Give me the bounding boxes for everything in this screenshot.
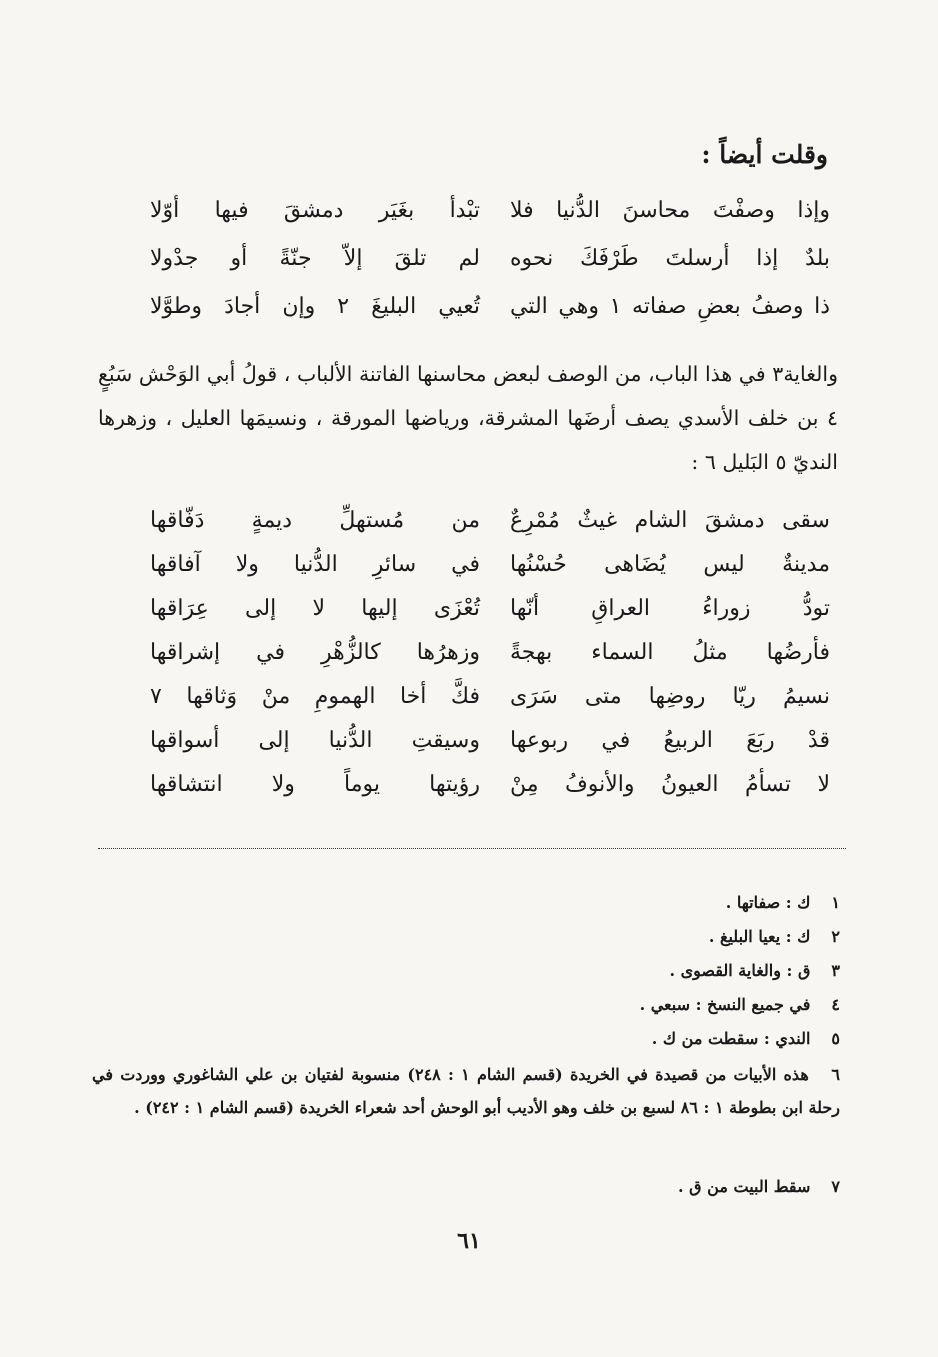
footnote-divider xyxy=(98,848,846,849)
verse-first-hemistich: مدينةٌ ليس يُضَاهى حُسْنُها xyxy=(510,552,830,577)
verse-first-hemistich: لا تسأمُ العيونُ والأنوفُ مِنْ xyxy=(510,772,830,797)
verse-first-hemistich: فأرضُها مثلُ السماء بهجةً xyxy=(510,640,830,665)
footnote-number: ٥ xyxy=(831,1029,840,1048)
poem2-verse xyxy=(150,684,830,722)
verse-second-hemistich: تُعيي البليغَ ٢ وإن أجادَ وطوَّلا xyxy=(150,294,480,319)
verse-second-hemistich: وسيقتِ الدُّنيا إلى أسواقها xyxy=(150,728,480,753)
poem1-verse xyxy=(150,294,830,332)
page-number: ٦١ xyxy=(457,1228,481,1254)
verse-second-hemistich: لم تلقَ إلاّ جنّةً أو جدْولا xyxy=(150,246,480,271)
verse-first-hemistich: قدْ ربَعَ الربيعُ في ربوعها xyxy=(510,728,830,753)
footnote-number: ٦ xyxy=(831,1065,841,1084)
verse-second-hemistich: تبْدأ بغَيَر دمشقَ فيها أوّلا xyxy=(150,198,480,223)
verse-first-hemistich: تودُّ زوراءُ العراقِ أنّها xyxy=(510,596,830,621)
footnote-text: هذه الأبيات من قصيدة في الخريدة (قسم الشام ١ : ٢٤٨) منسوبة لفتيان بن علي الشاغوري ووردت في رحلة ابن بطوطة ١ : ٨٦ لسبع بن خلف وهو الأديب أبو الوحش أحد شعراء الخريدة (قسم الشام ١ : ٢٤٢) . xyxy=(92,1065,840,1117)
poem1-verse xyxy=(150,198,830,236)
section-heading: وقلت أيضاً : xyxy=(701,140,828,169)
footnote-number: ٤ xyxy=(831,995,840,1014)
poem1-verse xyxy=(150,246,830,284)
verse-second-hemistich: فكَّ أخا الهمومِ منْ وَثاقها ٧ xyxy=(150,684,480,709)
footnote xyxy=(92,954,840,988)
poem2-verse xyxy=(150,640,830,678)
footnote-text: ق : والغاية القصوى . xyxy=(669,961,811,980)
footnote xyxy=(92,1022,840,1056)
footnote-text: الندي : سقطت من ك . xyxy=(651,1029,811,1048)
footnote-number: ٢ xyxy=(831,927,840,946)
footnote-number: ٧ xyxy=(831,1177,840,1196)
poem2-verse xyxy=(150,596,830,634)
prose-paragraph xyxy=(98,352,838,484)
verse-first-hemistich: وإذا وصفْتَ محاسنَ الدُّنيا فلا xyxy=(510,198,830,223)
verse-second-hemistich: تُعْزَى إليها لا إلى عِرَاقها xyxy=(150,596,480,621)
verse-second-hemistich: وزهرُها كالزُّهْرِ في إشراقها xyxy=(150,640,480,665)
footnote-text: ك : صفاتها . xyxy=(725,893,811,912)
verse-first-hemistich: ذا وصفُ بعضِ صفاته ١ وهي التي xyxy=(510,294,830,319)
footnote xyxy=(92,988,840,1022)
verse-second-hemistich: رؤيتها يوماً ولا انتشاقها xyxy=(150,772,480,797)
footnote-text: ك : يعيا البليغ . xyxy=(708,927,811,946)
poem2-verse xyxy=(150,508,830,546)
footnote xyxy=(92,886,840,920)
verse-first-hemistich: نسيمُ ريّا روضِها متى سَرَى xyxy=(510,684,830,709)
footnote xyxy=(92,1170,840,1204)
verse-second-hemistich: في سائرِ الدُّنيا ولا آفاقها xyxy=(150,552,480,577)
poem2-verse xyxy=(150,728,830,766)
verse-first-hemistich: بلدٌ إذا أرسلتَ طَرْفَكَ نحوه xyxy=(510,246,830,271)
verse-second-hemistich: من مُستهلِّ ديمةٍ دَفّاقها xyxy=(150,508,480,533)
footnote-number: ٣ xyxy=(831,961,840,980)
footnote-number: ١ xyxy=(831,893,840,912)
footnote xyxy=(92,1058,840,1124)
poem2-verse xyxy=(150,552,830,590)
verse-first-hemistich: سقى دمشقَ الشام غيثٌ مُمْرِعٌ xyxy=(510,508,830,533)
prose-text: والغاية٣ في هذا الباب، من الوصف لبعض محاسنها الفاتنة الألباب ، قولُ أبي الوَحْش سَبُعٍ ٤ بن خلف الأسدي يصف أرضَها المشرقة، ورياضها المورقة ، ونسيمَها العليل ، وزهرها النديّ ٥ البَليل ٦ : xyxy=(98,362,838,474)
footnote xyxy=(92,920,840,954)
footnote-text: سقط البيت من ق . xyxy=(678,1177,811,1196)
poem2-verse xyxy=(150,772,830,810)
footnote-text: في جميع النسخ : سبعي . xyxy=(639,995,811,1014)
